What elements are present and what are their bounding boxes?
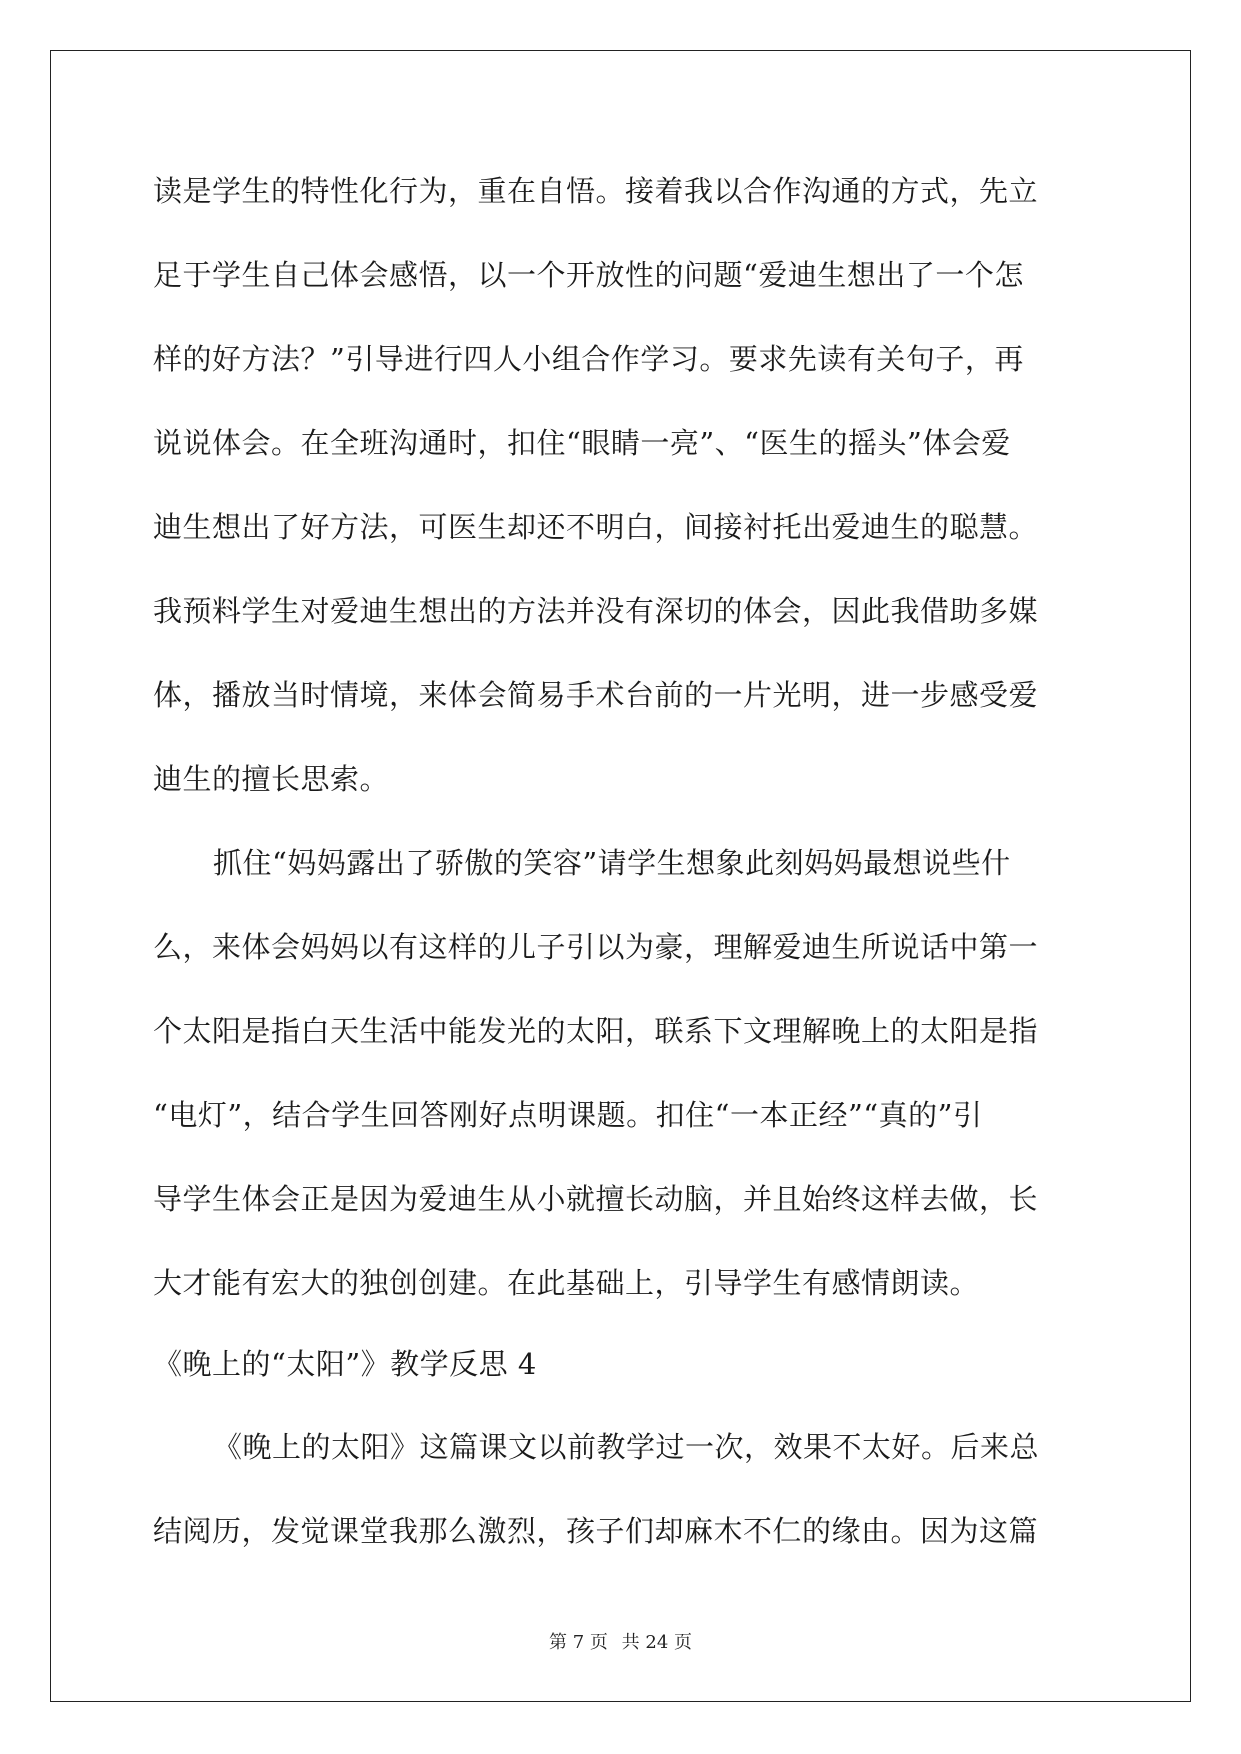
page-number: 第 7 页: [549, 1632, 608, 1653]
text-line: 么，来体会妈妈以有这样的儿子引以为豪，理解爱迪生所说话中第一: [153, 930, 1039, 964]
text-line: 说说体会。在全班沟通时，扣住“眼睛一亮”、“医生的摇头”体会爱: [153, 426, 1011, 460]
text-line: 足于学生自己体会感悟，以一个开放性的问题“爱迪生想出了一个怎: [153, 258, 1024, 292]
section-heading: 《晚上的“太阳”》教学反思 4: [153, 1347, 537, 1381]
text-line: 迪生想出了好方法，可医生却还不明白，间接衬托出爱迪生的聪慧。: [153, 510, 1039, 544]
document-body: [153, 160, 1088, 1584]
text-line: 迪生的擅长思索。: [153, 762, 390, 796]
page-total: 共 24 页: [621, 1632, 692, 1653]
text-line: 读是学生的特性化行为，重在自悟。接着我以合作沟通的方式，先立: [153, 174, 1039, 208]
text-line: 样的好方法？”引导进行四人小组合作学习。要求先读有关句子，再: [153, 342, 1024, 376]
text-line: 导学生体会正是因为爱迪生从小就擅长动脑，并且始终这样去做，长: [153, 1182, 1039, 1216]
text-line: 《晚上的太阳》这篇课文以前教学过一次，效果不太好。后来总: [213, 1430, 1040, 1464]
text-line: 我预料学生对爱迪生想出的方法并没有深切的体会，因此我借助多媒: [153, 594, 1039, 628]
page-footer: [0, 1628, 1241, 1654]
text-line: 结阅历，发觉课堂我那么激烈，孩子们却麻木不仁的缘由。因为这篇: [153, 1514, 1039, 1548]
text-line: 抓住“妈妈露出了骄傲的笑容”请学生想象此刻妈妈最想说些什: [213, 846, 1011, 880]
text-line: 体，播放当时情境，来体会简易手术台前的一片光明，进一步感受爱: [153, 678, 1039, 712]
text-line: “电灯”，结合学生回答刚好点明课题。扣住“一本正经”“真的”引: [153, 1098, 983, 1132]
text-line: 大才能有宏大的独创创建。在此基础上，引导学生有感情朗读。: [153, 1266, 980, 1300]
text-line: 个太阳是指白天生活中能发光的太阳，联系下文理解晚上的太阳是指: [153, 1014, 1039, 1048]
